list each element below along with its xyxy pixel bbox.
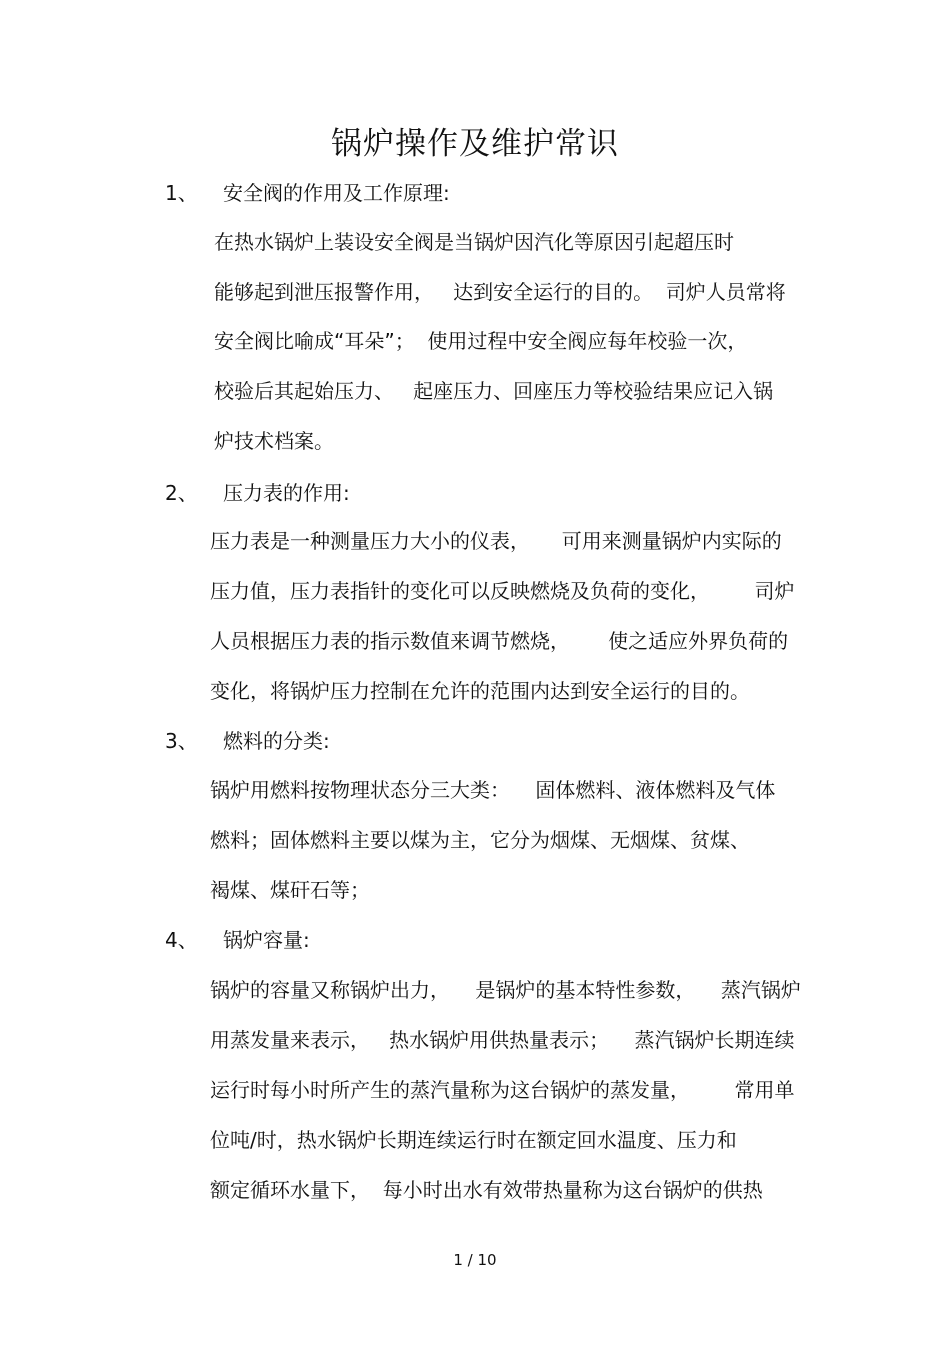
section-title: 压力表的作用: xyxy=(223,481,350,505)
paragraph-line: 在热水锅炉上装设安全阀是当锅炉因汽化等原因引起超压时 xyxy=(214,230,734,254)
paragraph-line: 校验后其起始压力、 起座压力、回座压力等校验结果应记入锅 xyxy=(214,379,774,403)
paragraph-line: 人员根据压力表的指示数值来调节燃烧， 使之适应外界负荷的 xyxy=(210,629,789,653)
page-indicator: 1 / 10 xyxy=(453,1251,497,1269)
paragraph-line: 能够起到泄压报警作用， 达到安全运行的目的。 司炉人员常将 xyxy=(214,280,786,304)
paragraph-line: 褐煤、煤矸石等； xyxy=(210,878,370,902)
paragraph-line: 用蒸发量来表示， 热水锅炉用供热量表示； 蒸汽锅炉长期连续 xyxy=(210,1028,795,1052)
paragraph-line: 位吨/时，热水锅炉长期连续运行时在额定回水温度、压力和 xyxy=(210,1128,737,1152)
paragraph-line: 安全阀比喻成“耳朵”； 使用过程中安全阀应每年校验一次， xyxy=(214,329,748,353)
paragraph-line: 锅炉的容量又称锅炉出力， 是锅炉的基本特性参数， 蒸汽锅炉 xyxy=(210,978,801,1002)
paragraph-line: 炉技术档案。 xyxy=(214,429,334,453)
section-number: 2、 xyxy=(165,481,198,505)
section-title: 锅炉容量: xyxy=(223,928,310,952)
paragraph-line: 燃料；固体燃料主要以煤为主，它分为烟煤、无烟煤、贫煤、 xyxy=(210,828,750,852)
paragraph-line: 运行时每小时所产生的蒸汽量称为这台锅炉的蒸发量， 常用单 xyxy=(210,1078,795,1102)
paragraph-line: 锅炉用燃料按物理状态分三大类： 固体燃料、液体燃料及气体 xyxy=(210,778,776,802)
section-number: 1、 xyxy=(165,181,198,205)
page-title: 锅炉操作及维护常识 xyxy=(331,126,619,162)
section-number: 3、 xyxy=(165,729,198,753)
section-title: 燃料的分类: xyxy=(223,729,330,753)
section-title: 安全阀的作用及工作原理: xyxy=(223,181,450,205)
paragraph-line: 压力表是一种测量压力大小的仪表， 可用来测量锅炉内实际的 xyxy=(210,529,782,553)
paragraph-line: 额定循环水量下， 每小时出水有效带热量称为这台锅炉的供热 xyxy=(210,1178,763,1202)
paragraph-line: 变化，将锅炉压力控制在允许的范围内达到安全运行的目的。 xyxy=(210,679,750,703)
section-number: 4、 xyxy=(165,928,198,952)
paragraph-line: 压力值，压力表指针的变化可以反映燃烧及负荷的变化， 司炉 xyxy=(210,579,795,603)
